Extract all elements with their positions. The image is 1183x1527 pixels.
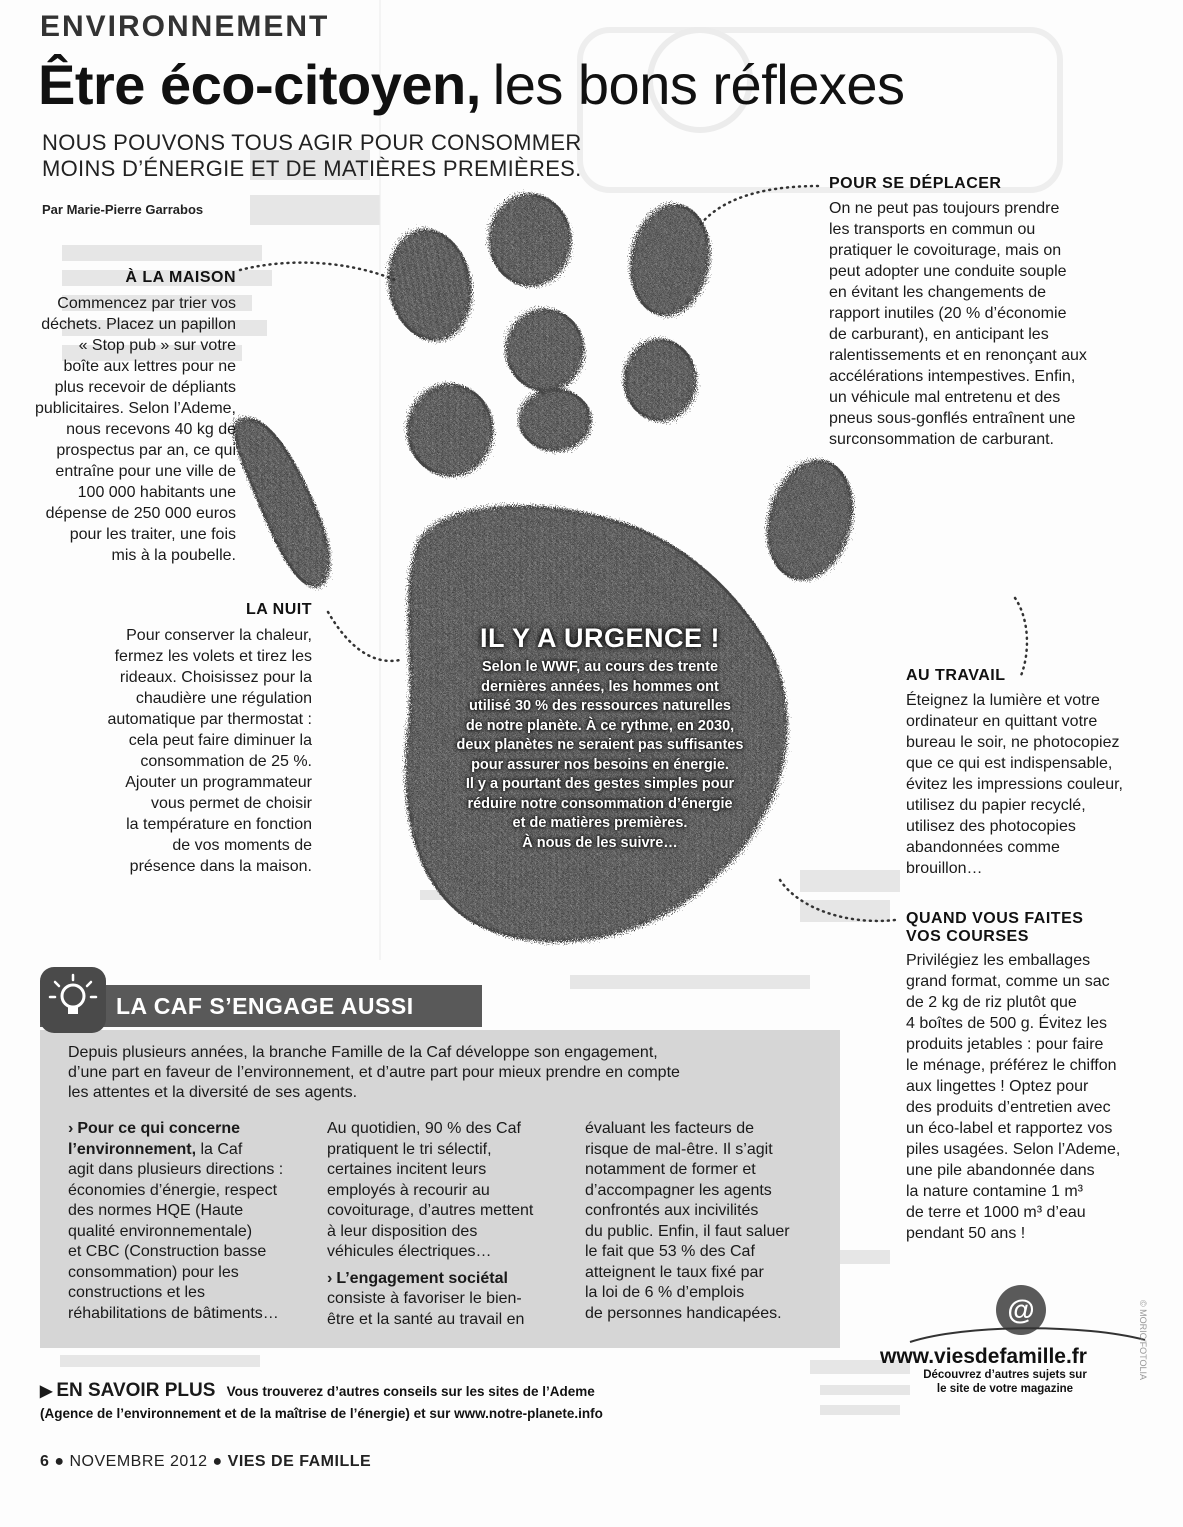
- text-line: la température en fonction: [126, 816, 312, 833]
- title-bold: Être éco-citoyen,: [38, 53, 481, 116]
- issue-date: NOVEMBRE 2012: [69, 1453, 208, 1470]
- text-line: et CBC (Construction basse: [68, 1243, 267, 1260]
- website-link[interactable]: www.viesdefamille.fr: [880, 1345, 1087, 1368]
- text-line: À nous de les suivre…: [522, 834, 678, 851]
- svg-text:@: @: [1007, 1294, 1035, 1325]
- text-tail: la Caf: [196, 1140, 243, 1158]
- text-line: dernières années, les hommes ont: [481, 678, 719, 695]
- caf-column-1: [68, 1119, 318, 1324]
- bold-lead: Pour ce qui concerne: [77, 1120, 241, 1137]
- text-line: bureau le soir, ne photocopiez: [906, 734, 1120, 751]
- bullet-icon: ●: [212, 1453, 228, 1470]
- text-line: déchets. Placez un papillon: [41, 316, 236, 333]
- text-line: le fait que 53 % des Caf: [585, 1243, 755, 1260]
- text-line: deux planètes ne seraient pas suffisantes: [456, 737, 744, 753]
- caf-col2-lead: [327, 1269, 567, 1290]
- text-line: de personnes handicapées.: [585, 1304, 782, 1322]
- text-line: réhabilitations de bâtiments…: [68, 1304, 279, 1322]
- text-line: du public. Enfin, il faut saluer: [585, 1222, 790, 1240]
- text-line: Commencez par trier vos: [57, 295, 236, 312]
- chevron-right-icon: ›: [327, 1269, 333, 1287]
- section-deplacer: [829, 175, 1149, 450]
- text-line: les transports en commun ou: [829, 221, 1036, 238]
- text-line: Découvrez d’autres sujets sur: [923, 1369, 1087, 1381]
- text-line: Depuis plusieurs années, la branche Famille de la Caf développe son engagement,: [68, 1044, 658, 1061]
- subtitle-line: MOINS D’ÉNERGIE ET DE MATIÈRES PREMIÈRES.: [42, 156, 582, 181]
- text-line: la nature contamine 1 m³: [906, 1183, 1083, 1200]
- caf-column-2: [327, 1119, 567, 1330]
- text-line: évitez les impressions couleur,: [906, 776, 1123, 793]
- text-line: automatique par thermostat :: [107, 711, 312, 728]
- section-body: [60, 625, 312, 877]
- text-line: d’une part en faveur de l’environnement, et d’autre part pour mieux prendre en compte: [68, 1064, 680, 1081]
- text-line: le site de votre magazine: [936, 1383, 1074, 1395]
- text-line: dépense de 250 000 euros: [45, 505, 236, 522]
- section-maison: [30, 269, 236, 566]
- rubric-label: ENVIRONNEMENT: [40, 10, 330, 43]
- text-line: employés à recourir au: [327, 1181, 490, 1199]
- text-line: un éco-label et rapportez vos: [906, 1120, 1113, 1137]
- en-savoir-plus-line: (Agence de l’environnement et de la maîtrise de l’énergie) et sur www.notre-planete.info: [40, 1406, 603, 1421]
- text-line: rideaux. Choisissez pour la: [119, 669, 312, 686]
- urgence-title: IL Y A URGENCE !: [479, 623, 721, 653]
- text-line: entraîne pour une ville de: [55, 463, 236, 480]
- text-line: économies d’énergie, respect: [68, 1181, 278, 1199]
- title-light: les bons réflexes: [492, 53, 905, 116]
- text-line: produits jetables : pour faire: [906, 1036, 1104, 1053]
- section-title: AU TRAVAIL: [906, 667, 1006, 684]
- section-title: LA NUIT: [245, 601, 312, 618]
- text-line: atteignent le taux fixé par: [585, 1263, 764, 1281]
- text-line: brouillon…: [906, 860, 983, 877]
- text-line: Éteignez la lumière et votre: [906, 692, 1100, 709]
- section-body: [906, 690, 1166, 879]
- text-line: boîte aux lettres pour ne: [63, 358, 236, 375]
- text-line: agit dans plusieurs directions :: [68, 1161, 284, 1178]
- text-line: ralentissements et en renonçant aux: [829, 347, 1087, 364]
- magazine-name: VIES DE FAMILLE: [227, 1453, 372, 1470]
- section-body: [829, 198, 1149, 450]
- website-subtitle: [920, 1368, 1090, 1396]
- text-line: et de matières premières.: [512, 815, 688, 831]
- en-savoir-plus-line: Vous trouverez d’autres conseils sur les sites de l’Ademe: [226, 1384, 595, 1399]
- text-line: un véhicule mal entretenu et des: [829, 389, 1061, 406]
- text-line: utilisez du papier recyclé,: [906, 797, 1086, 814]
- text-line: accélérations intempestives. Enfin,: [829, 368, 1076, 385]
- text-line: une pile abandonnée dans: [906, 1162, 1095, 1179]
- section-title: À LA MAISON: [125, 269, 236, 286]
- text-line: pratiquent le tri sélectif,: [327, 1140, 492, 1158]
- subtitle-line: NOUS POUVONS TOUS AGIR POUR CONSOMMER: [42, 130, 582, 155]
- text-line: Au quotidien, 90 % des Caf: [327, 1120, 521, 1137]
- caf-intro: [68, 1043, 768, 1103]
- text-line: peut adopter une conduite souple: [829, 263, 1067, 280]
- section-courses: [906, 910, 1166, 1244]
- page-footer: [40, 1453, 371, 1471]
- text-line: Ajouter un programmateur: [125, 774, 312, 791]
- text-line: ordinateur en quittant votre: [906, 713, 1098, 730]
- text-line: fermez les volets et tirez les: [114, 648, 312, 665]
- caf-title: LA CAF S’ENGAGE AUSSI: [116, 993, 414, 1019]
- text-line: de vos moments de: [172, 837, 312, 854]
- text-line: évaluant les facteurs de: [585, 1120, 754, 1137]
- text-line: de 2 kg de riz plutôt que: [906, 994, 1077, 1011]
- text-line: rapport inutiles (20 % d’économie: [829, 305, 1067, 322]
- section-title: [906, 910, 1166, 946]
- text-line: la loi de 6 % d’emplois: [585, 1284, 745, 1301]
- text-line: « Stop pub » sur votre: [78, 337, 236, 354]
- en-savoir-plus-title: EN SAVOIR PLUS: [56, 1380, 216, 1401]
- text-line: grand format, comme un sac: [906, 973, 1110, 990]
- text-line: utilisez des photocopies: [906, 818, 1076, 835]
- text-line: Il y a pourtant des gestes simples pour: [465, 776, 735, 792]
- text-line: Selon le WWF, au cours des trente: [481, 659, 719, 675]
- bold-lead: l’environnement,: [68, 1140, 197, 1158]
- text-line: de terre et 1000 m³ d’eau: [906, 1204, 1086, 1221]
- text-line: qualité environnementale): [68, 1222, 253, 1240]
- section-nuit: [60, 601, 312, 877]
- caf-col1-lead-2: [68, 1140, 318, 1161]
- lightbulb-badge: [40, 967, 106, 1033]
- triangle-right-icon: ▶: [40, 1383, 53, 1400]
- text-line: piles usagées. Selon l’Ademe,: [906, 1141, 1121, 1158]
- text-line: cela peut faire diminuer la: [128, 732, 312, 749]
- text-line: mis à la poubelle.: [111, 547, 236, 564]
- section-title-line: QUAND VOUS FAITES: [906, 910, 1084, 927]
- text-line: pour assurer nos besoins en énergie.: [471, 756, 729, 773]
- text-line: consiste à favoriser le bien-: [327, 1290, 522, 1307]
- text-line: que ce qui est indispensable,: [906, 755, 1113, 772]
- text-line: 100 000 habitants une: [77, 484, 236, 501]
- section-travail: [906, 667, 1166, 879]
- text-line: covoiturage, d’autres mettent: [327, 1202, 534, 1219]
- text-line: être et la santé au travail en: [327, 1310, 525, 1328]
- text-line: pneus sous-gonflés entraînent une: [829, 410, 1076, 427]
- text-line: utilisé 30 % des ressources naturelles: [469, 698, 731, 714]
- text-line: de notre planète. À ce rythme, en 2030,: [465, 717, 735, 734]
- lightbulb-icon: [40, 967, 106, 1033]
- text-line: réduire notre consommation d’énergie: [467, 795, 733, 812]
- text-line: présence dans la maison.: [129, 858, 312, 875]
- text-line: d’accompagner les agents: [585, 1181, 772, 1199]
- en-savoir-plus: [40, 1380, 595, 1402]
- text-line: abandonnées comme: [906, 839, 1060, 856]
- text-line: constructions et les: [68, 1284, 205, 1301]
- text-line: nous recevons 40 kg de: [66, 421, 236, 438]
- text-line: 4 boîtes de 500 g. Évitez les: [906, 1015, 1108, 1032]
- text-line: en évitant les changements de: [829, 284, 1047, 301]
- text-line: pratiquer le covoiturage, mais on: [829, 242, 1062, 259]
- text-line: consommation de 25 %.: [140, 753, 312, 770]
- section-body: [30, 293, 236, 566]
- caf-col1-lead: [68, 1119, 318, 1140]
- text-line: des produits d’entretien avec: [906, 1099, 1111, 1116]
- text-line: à leur disposition des: [327, 1222, 478, 1240]
- text-line: On ne peut pas toujours prendre: [829, 200, 1060, 217]
- urgence-callout: [400, 623, 800, 853]
- text-line: publicitaires. Selon l’Ademe,: [35, 400, 236, 417]
- text-line: véhicules électriques…: [327, 1243, 492, 1260]
- chevron-right-icon: ›: [68, 1120, 74, 1137]
- text-line: pour les traiter, une fois: [69, 526, 236, 543]
- text-line: consommation) pour les: [68, 1263, 239, 1281]
- text-line: certaines incitent leurs: [327, 1161, 487, 1178]
- section-title-line: VOS COURSES: [906, 928, 1029, 945]
- text-line: Privilégiez les emballages: [906, 952, 1091, 969]
- text-line: le ménage, préférez le chiffon: [906, 1057, 1117, 1074]
- text-line: notamment de former et: [585, 1161, 756, 1178]
- text-line: des normes HQE (Haute: [68, 1202, 244, 1219]
- text-line: de carburant), en anticipant les: [829, 326, 1049, 343]
- author-byline: Par Marie-Pierre Garrabos: [42, 202, 204, 217]
- bold-lead: L’engagement sociétal: [336, 1269, 508, 1287]
- text-line: plus recevoir de dépliants: [54, 379, 236, 396]
- text-line: pendant 50 ans !: [906, 1225, 1026, 1242]
- text-line: Pour conserver la chaleur,: [126, 627, 312, 644]
- urgence-body: [400, 658, 800, 853]
- photo-credit: © MORIC/FOTOLIA: [1138, 1300, 1148, 1380]
- text-line: confrontés aux incivilités: [585, 1202, 759, 1219]
- text-line: vous permet de choisir: [151, 795, 312, 812]
- bullet-icon: ●: [54, 1453, 70, 1470]
- caf-column-3: [585, 1119, 825, 1324]
- text-line: surconsommation de carburant.: [829, 431, 1054, 448]
- text-line: chaudière une régulation: [135, 690, 312, 707]
- section-body: [906, 950, 1166, 1244]
- text-line: risque de mal-être. Il s’agit: [585, 1140, 773, 1158]
- text-line: prospectus par an, ce qui: [56, 442, 236, 459]
- text-line: les attentes et la diversité de ses agents.: [68, 1084, 358, 1101]
- section-title: POUR SE DÉPLACER: [829, 175, 1002, 192]
- text-line: aux lingettes ! Optez pour: [906, 1078, 1089, 1095]
- page-number: 6: [40, 1453, 50, 1470]
